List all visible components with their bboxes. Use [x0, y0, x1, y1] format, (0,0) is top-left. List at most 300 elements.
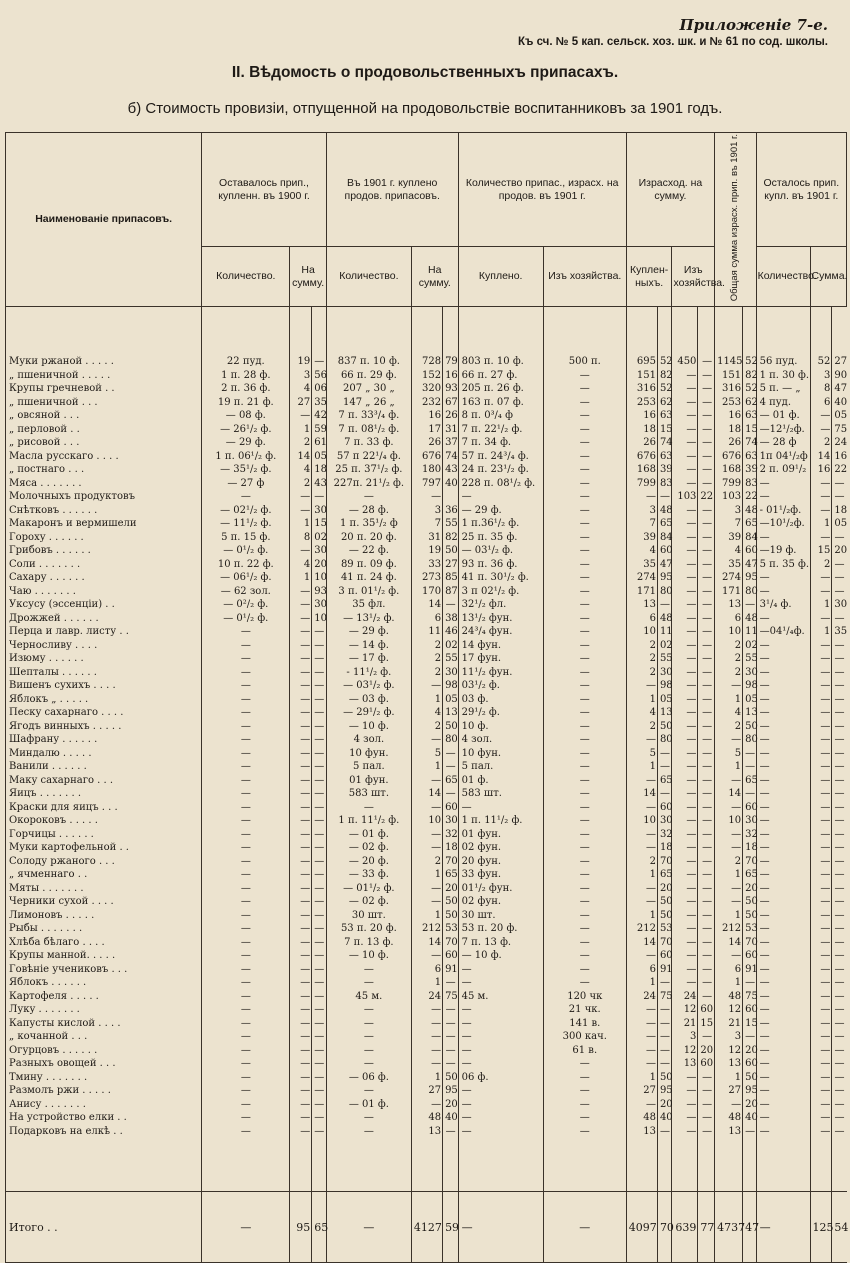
sum-1900-rub: —: [290, 828, 312, 842]
spent-bought-rub: 13: [626, 598, 657, 612]
left-kop: 05: [832, 517, 847, 531]
total-rub: 13: [715, 1057, 743, 1071]
spent-bought-kop: —: [657, 1030, 672, 1044]
col-group-left-1900: Оставалось прип., купленн. въ 1900 г.: [202, 133, 327, 247]
sum-1900-rub: 4: [290, 558, 312, 572]
spent-farm-rub: —: [672, 882, 698, 896]
sum-1901-rub: —: [411, 1098, 442, 1112]
qty-1900: —: [202, 666, 290, 680]
spent-bought-kop: 53: [657, 922, 672, 936]
left-rub: —: [810, 733, 832, 747]
col-group-total-sum: Общая сумма израсх. прип. въ 1901 г.: [715, 133, 757, 307]
consumed-farm: —: [543, 571, 626, 585]
spent-farm-rub: —: [672, 666, 698, 680]
sum-1900-rub: —: [290, 1044, 312, 1058]
col-group-bought-1901: Въ 1901 г. куплено продов. припасовъ.: [326, 133, 458, 247]
consumed-farm: —: [543, 1071, 626, 1085]
spent-bought-kop: 50: [657, 720, 672, 734]
spent-farm-rub: —: [672, 598, 698, 612]
spent-bought-rub: 1: [626, 868, 657, 882]
total-rub: 7: [715, 517, 743, 531]
left-kop: —: [832, 612, 847, 626]
left-rub: 16: [810, 463, 832, 477]
left-rub: —: [810, 585, 832, 599]
col-farm-sum: Изъ хозяйства.: [672, 247, 715, 307]
sum-1900-rub: 3: [290, 369, 312, 383]
sum-1900-rub: —: [290, 409, 312, 423]
spent-bought-rub: —: [626, 774, 657, 788]
qty-1901: — 13¹/₂ ф.: [326, 612, 411, 626]
spent-farm-kop: 77: [698, 1192, 715, 1263]
qty-1900: —: [202, 922, 290, 936]
left-kop: 16: [832, 450, 847, 464]
sum-1900-kop: 56: [312, 369, 327, 383]
consumed-bought: 24³/₄ фун.: [458, 625, 543, 639]
spent-farm-rub: —: [672, 868, 698, 882]
left-rub: —: [810, 720, 832, 734]
left-qty: —: [756, 1044, 810, 1058]
spent-farm-kop: —: [698, 760, 715, 774]
total-rub: 171: [715, 585, 743, 599]
spent-bought-rub: 35: [626, 558, 657, 572]
col-qty-1900: Количество.: [202, 247, 290, 307]
left-kop: —: [832, 477, 847, 491]
item-name: Солоду ржаного . . .: [6, 855, 202, 869]
left-kop: —: [832, 1071, 847, 1085]
spent-farm-rub: 450: [672, 355, 698, 369]
sum-1901-kop: —: [443, 787, 459, 801]
sum-1900-rub: —: [290, 814, 312, 828]
sum-1900-rub: —: [290, 693, 312, 707]
total-kop: 53: [743, 922, 756, 936]
blank-row: [6, 1138, 847, 1192]
table-row: [6, 625, 847, 639]
spent-bought-kop: 60: [657, 949, 672, 963]
table-row: [6, 1071, 847, 1085]
qty-1901: —: [326, 801, 411, 815]
total-kop: 50: [743, 895, 756, 909]
sum-1901-kop: 05: [443, 693, 459, 707]
spent-bought-kop: 11: [657, 625, 672, 639]
table-row: [6, 517, 847, 531]
left-kop: 30: [832, 598, 847, 612]
sum-1900-kop: —: [312, 1125, 327, 1139]
left-rub: —: [810, 814, 832, 828]
consumed-farm: —: [543, 504, 626, 518]
qty-1901: — 03 ф.: [326, 693, 411, 707]
sum-1900-rub: —: [290, 1125, 312, 1139]
spent-farm-kop: —: [698, 679, 715, 693]
spent-farm-kop: —: [698, 598, 715, 612]
consumed-bought: 25 п. 35 ф.: [458, 531, 543, 545]
item-name: Подарковъ на елкѣ . .: [6, 1125, 202, 1139]
consumed-bought: 7 п. 34 ф.: [458, 436, 543, 450]
sum-1901-rub: 2: [411, 666, 442, 680]
consumed-farm: —: [543, 450, 626, 464]
sum-1901-kop: 60: [443, 801, 459, 815]
spent-farm-kop: —: [698, 720, 715, 734]
total-kop: 60: [743, 1057, 756, 1071]
spent-bought-kop: 60: [657, 801, 672, 815]
sum-1901-kop: —: [443, 760, 459, 774]
spent-farm-kop: —: [698, 1111, 715, 1125]
item-name: Вишенъ сухихъ . . . .: [6, 679, 202, 693]
left-kop: 35: [832, 625, 847, 639]
sum-1901-kop: 93: [443, 382, 459, 396]
item-name: Крупы гречневой . .: [6, 382, 202, 396]
table-row: [6, 814, 847, 828]
spent-bought-rub: —: [626, 1030, 657, 1044]
spent-farm-kop: —: [698, 571, 715, 585]
sum-1900-kop: 20: [312, 558, 327, 572]
qty-1901: 7 п. 33 ф.: [326, 436, 411, 450]
spent-farm-rub: —: [672, 639, 698, 653]
qty-1900: —: [202, 652, 290, 666]
left-qty: —: [756, 976, 810, 990]
table-row: [6, 949, 847, 963]
sum-1900-kop: —: [312, 1098, 327, 1112]
spent-bought-rub: 6: [626, 612, 657, 626]
qty-1901: — 17 ф.: [326, 652, 411, 666]
total-kop: —: [743, 1125, 756, 1139]
left-kop: —: [832, 760, 847, 774]
table-row: [6, 1057, 847, 1071]
consumed-farm: —: [543, 774, 626, 788]
spent-farm-rub: —: [672, 517, 698, 531]
item-name: Дрожжей . . . . . .: [6, 612, 202, 626]
left-kop: —: [832, 1044, 847, 1058]
qty-1900: —: [202, 1057, 290, 1071]
left-kop: —: [832, 1030, 847, 1044]
item-name: Капусты кислой . . . .: [6, 1017, 202, 1031]
total-rub: 2: [715, 639, 743, 653]
left-qty: —: [756, 1084, 810, 1098]
total-kop: —: [743, 1030, 756, 1044]
sum-1900-kop: 05: [312, 450, 327, 464]
table-row: [6, 369, 847, 383]
qty-1901: 207 „ 30 „: [326, 382, 411, 396]
col-bought: Куплено.: [458, 247, 543, 307]
left-rub: —: [810, 895, 832, 909]
table-row: [6, 558, 847, 572]
consumed-bought: 803 п. 10 ф.: [458, 355, 543, 369]
spent-farm-rub: —: [672, 477, 698, 491]
left-qty: —: [756, 490, 810, 504]
sum-1900-rub: —: [290, 666, 312, 680]
spent-bought-rub: —: [626, 1044, 657, 1058]
total-rub: —: [715, 895, 743, 909]
sum-1900-kop: —: [312, 1017, 327, 1031]
consumed-farm: —: [543, 666, 626, 680]
item-name: Разныхъ овощей . . .: [6, 1057, 202, 1071]
sum-1901-kop: 74: [443, 450, 459, 464]
sum-1900-rub: —: [290, 652, 312, 666]
spent-bought-kop: —: [657, 1044, 672, 1058]
left-rub: —: [810, 409, 832, 423]
total-kop: 02: [743, 639, 756, 653]
left-rub: —: [810, 882, 832, 896]
consumed-farm: 120 чк: [543, 990, 626, 1004]
left-kop: —: [832, 639, 847, 653]
qty-1901: —: [326, 1044, 411, 1058]
spent-bought-kop: 65: [657, 868, 672, 882]
qty-1901: —: [326, 1084, 411, 1098]
spent-farm-rub: —: [672, 463, 698, 477]
sum-1901-rub: —: [411, 828, 442, 842]
spent-farm-rub: 639: [672, 1192, 698, 1263]
total-rub: 27: [715, 1084, 743, 1098]
qty-1900: —: [202, 936, 290, 950]
left-qty: —: [756, 585, 810, 599]
spent-farm-kop: —: [698, 693, 715, 707]
qty-1900: —: [202, 1044, 290, 1058]
item-name: Гороху . . . . . .: [6, 531, 202, 545]
left-qty: 5 п. — „: [756, 382, 810, 396]
consumed-bought: 14 фун.: [458, 639, 543, 653]
spent-bought-kop: 20: [657, 882, 672, 896]
spent-farm-kop: —: [698, 801, 715, 815]
table-row: [6, 720, 847, 734]
consumed-bought: 17 фун.: [458, 652, 543, 666]
sum-1901-rub: 4: [411, 706, 442, 720]
consumed-bought: 57 п. 24³/₄ ф.: [458, 450, 543, 464]
total-kop: 18: [743, 841, 756, 855]
spent-farm-kop: —: [698, 612, 715, 626]
total-rub: 274: [715, 571, 743, 585]
spent-bought-kop: 05: [657, 693, 672, 707]
spent-bought-rub: 4: [626, 706, 657, 720]
sum-1900-kop: —: [312, 747, 327, 761]
sum-1900-rub: —: [290, 1030, 312, 1044]
qty-1901: — 29¹/₂ ф.: [326, 706, 411, 720]
spent-farm-kop: 22: [698, 490, 715, 504]
total-kop: —: [743, 598, 756, 612]
left-rub: —: [810, 774, 832, 788]
total-kop: —: [743, 976, 756, 990]
left-rub: —: [810, 679, 832, 693]
sum-1901-kop: —: [443, 1057, 459, 1071]
sum-1901-kop: 50: [443, 895, 459, 909]
left-rub: 15: [810, 544, 832, 558]
spent-bought-rub: 2: [626, 652, 657, 666]
qty-1901: - 11¹/₂ ф.: [326, 666, 411, 680]
sum-1901-kop: 70: [443, 936, 459, 950]
consumed-bought: 583 шт.: [458, 787, 543, 801]
consumed-bought: 45 м.: [458, 990, 543, 1004]
left-kop: —: [832, 787, 847, 801]
item-name: Анису . . . . . . .: [6, 1098, 202, 1112]
total-kop: —: [743, 787, 756, 801]
spent-farm-rub: —: [672, 423, 698, 437]
spent-farm-rub: —: [672, 706, 698, 720]
left-kop: 22: [832, 463, 847, 477]
consumed-bought: 24 п. 23¹/₂ ф.: [458, 463, 543, 477]
total-kop: 63: [743, 450, 756, 464]
total-rub: 5: [715, 747, 743, 761]
sum-1901-rub: 17: [411, 423, 442, 437]
left-qty: —: [756, 787, 810, 801]
total-kop: —: [743, 747, 756, 761]
table-row: [6, 544, 847, 558]
qty-1901: 1 п. 35¹/₂ ф: [326, 517, 411, 531]
consumed-bought: —: [458, 1084, 543, 1098]
total-rub: —: [715, 949, 743, 963]
item-name: Ванили . . . . . .: [6, 760, 202, 774]
spent-bought-rub: 1: [626, 976, 657, 990]
qty-1900: 2 п. 36 ф.: [202, 382, 290, 396]
qty-1901: 01 фун.: [326, 774, 411, 788]
spent-farm-kop: —: [698, 355, 715, 369]
left-qty: —: [756, 855, 810, 869]
total-rub: 10: [715, 625, 743, 639]
total-kop: 11: [743, 625, 756, 639]
spent-farm-kop: —: [698, 625, 715, 639]
spent-farm-rub: 13: [672, 1057, 698, 1071]
left-kop: —: [832, 801, 847, 815]
total-rub: 1: [715, 1071, 743, 1085]
consumed-bought: —: [458, 1003, 543, 1017]
qty-1901: 1 п. 11¹/₂ ф.: [326, 814, 411, 828]
left-rub: —: [810, 963, 832, 977]
total-rub: 1145: [715, 355, 743, 369]
spent-bought-rub: 2: [626, 666, 657, 680]
spent-farm-rub: —: [672, 396, 698, 410]
consumed-farm: 300 кач.: [543, 1030, 626, 1044]
sum-1901-rub: —: [411, 949, 442, 963]
left-kop: 40: [832, 396, 847, 410]
sum-1900-rub: —: [290, 544, 312, 558]
sum-1901-kop: 70: [443, 855, 459, 869]
spent-farm-kop: —: [698, 396, 715, 410]
table-row: [6, 450, 847, 464]
qty-1900: 22 пуд.: [202, 355, 290, 369]
spent-bought-rub: 2: [626, 639, 657, 653]
left-kop: —: [832, 666, 847, 680]
left-qty: 1п 04¹/₂ф: [756, 450, 810, 464]
consumed-farm: 141 в.: [543, 1017, 626, 1031]
qty-1900: — 29 ф.: [202, 436, 290, 450]
sum-1901-rub: 26: [411, 436, 442, 450]
total-rub: 18: [715, 423, 743, 437]
sum-1900-rub: —: [290, 1084, 312, 1098]
sum-1900-kop: 30: [312, 504, 327, 518]
left-qty: —: [756, 841, 810, 855]
consumed-bought: 01¹/₂ фун.: [458, 882, 543, 896]
left-qty: —: [756, 1003, 810, 1017]
qty-1901: 4 зол.: [326, 733, 411, 747]
qty-1900: —: [202, 706, 290, 720]
sum-1901-kop: 31: [443, 423, 459, 437]
qty-1901: — 10 ф.: [326, 949, 411, 963]
table-row: [6, 1044, 847, 1058]
qty-1901: 30 шт.: [326, 909, 411, 923]
sum-1900-kop: —: [312, 1057, 327, 1071]
sum-1900-rub: —: [290, 949, 312, 963]
total-kop: 75: [743, 990, 756, 1004]
table-row: [6, 666, 847, 680]
spent-bought-kop: 15: [657, 423, 672, 437]
left-kop: 20: [832, 544, 847, 558]
sum-1900-kop: —: [312, 490, 327, 504]
sum-1901-rub: 797: [411, 477, 442, 491]
qty-1901: 53 п. 20 ф.: [326, 922, 411, 936]
left-kop: —: [832, 693, 847, 707]
spent-bought-rub: —: [626, 949, 657, 963]
spent-bought-kop: 47: [657, 558, 672, 572]
qty-1900: —: [202, 760, 290, 774]
consumed-bought: 13¹/₂ фун.: [458, 612, 543, 626]
left-qty: - 01¹/₂ф.: [756, 504, 810, 518]
table-row: [6, 760, 847, 774]
total-row: [6, 1192, 847, 1263]
total-kop: 15: [743, 423, 756, 437]
left-rub: 52: [810, 355, 832, 369]
consumed-bought: 01 ф.: [458, 774, 543, 788]
qty-1900: —: [202, 801, 290, 815]
left-qty: —: [756, 733, 810, 747]
consumed-bought: 7 п. 13 ф.: [458, 936, 543, 950]
spent-bought-rub: —: [626, 490, 657, 504]
total-kop: 80: [743, 585, 756, 599]
consumed-farm: —: [543, 477, 626, 491]
consumed-bought: 4 зол.: [458, 733, 543, 747]
consumed-farm: —: [543, 976, 626, 990]
qty-1901: —: [326, 1003, 411, 1017]
total-kop: 82: [743, 369, 756, 383]
left-kop: —: [832, 1084, 847, 1098]
consumed-bought: 41 п. 30¹/₂ ф.: [458, 571, 543, 585]
spent-farm-rub: —: [672, 679, 698, 693]
sum-1900-rub: —: [290, 882, 312, 896]
col-farm: Изъ хозяйства.: [543, 247, 626, 307]
sum-1901-kop: 91: [443, 963, 459, 977]
left-kop: —: [832, 720, 847, 734]
sum-1900-kop: 30: [312, 544, 327, 558]
total-kop: 50: [743, 909, 756, 923]
consumed-farm: —: [543, 828, 626, 842]
total-kop: 50: [743, 720, 756, 734]
sum-1901-rub: 16: [411, 409, 442, 423]
sum-1900-rub: 95: [290, 1192, 312, 1263]
left-rub: —: [810, 949, 832, 963]
total-kop: 48: [743, 612, 756, 626]
spent-bought-rub: 695: [626, 355, 657, 369]
total-kop: 52: [743, 382, 756, 396]
sum-1901-kop: 13: [443, 706, 459, 720]
sum-1901-kop: —: [443, 1017, 459, 1031]
left-kop: —: [832, 1098, 847, 1112]
sum-1900-rub: 4: [290, 463, 312, 477]
sum-1900-kop: —: [312, 976, 327, 990]
consumed-bought: —: [458, 490, 543, 504]
qty-1901: 57 п 22¹/₄ ф.: [326, 450, 411, 464]
sum-1901-kop: 98: [443, 679, 459, 693]
spent-farm-rub: —: [672, 976, 698, 990]
sum-1901-kop: 50: [443, 720, 459, 734]
sum-1900-kop: —: [312, 720, 327, 734]
consumed-farm: —: [543, 1192, 626, 1263]
qty-1900: — 06¹/₂ ф.: [202, 571, 290, 585]
left-qty: —: [756, 828, 810, 842]
table-row: [6, 855, 847, 869]
spent-bought-kop: 13: [657, 706, 672, 720]
total-kop: 60: [743, 949, 756, 963]
sum-1901-rub: 1: [411, 693, 442, 707]
spent-bought-rub: 799: [626, 477, 657, 491]
sum-1901-kop: 16: [443, 369, 459, 383]
item-name: „ постнаго . . .: [6, 463, 202, 477]
item-name: Лимоновъ . . . . .: [6, 909, 202, 923]
